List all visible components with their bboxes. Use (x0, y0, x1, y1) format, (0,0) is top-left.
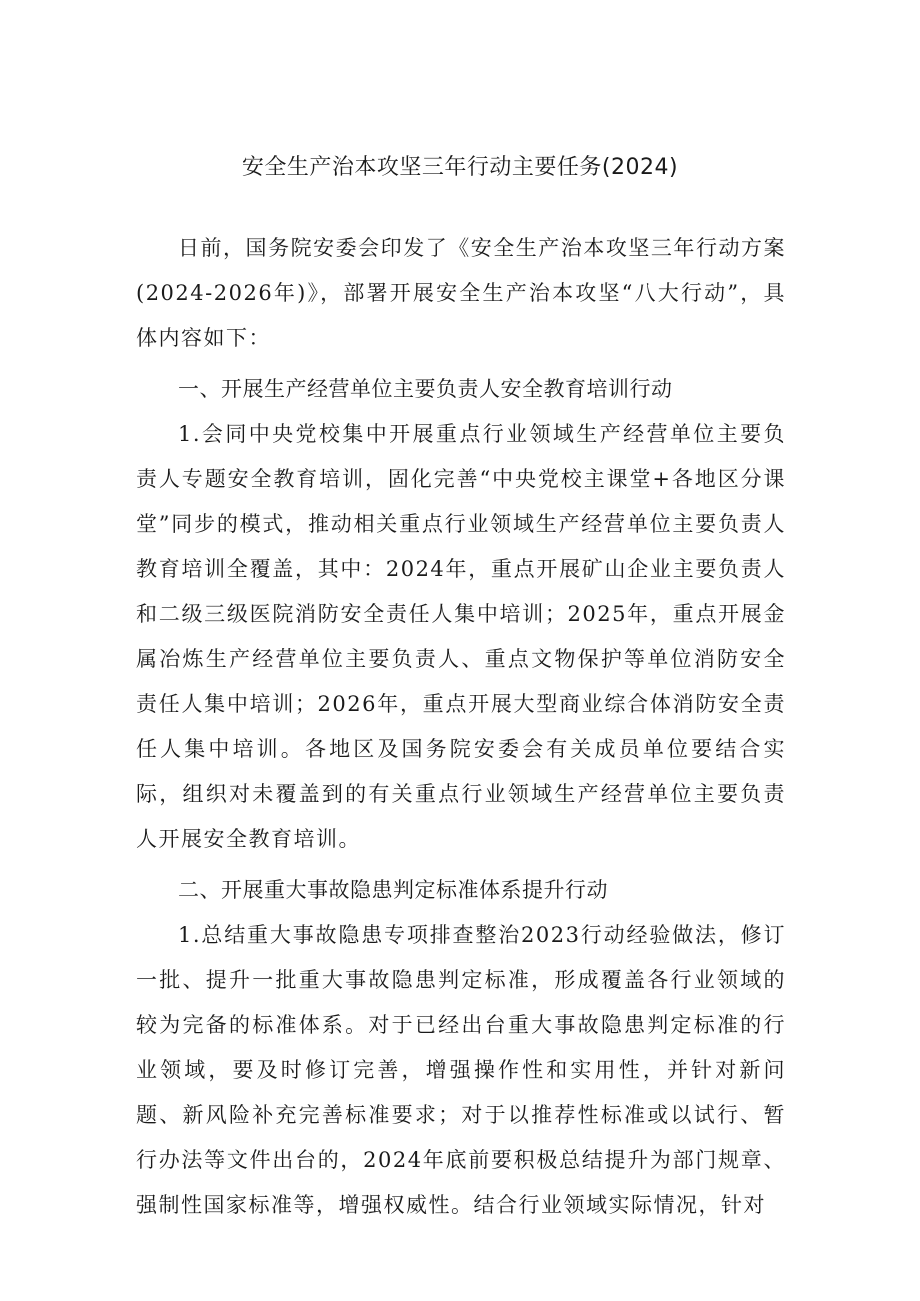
document-body (136, 226, 786, 1228)
section-2-paragraph-1: 1.总结重大事故隐患专项排查整治2023行动经验做法，修订一批、提升一批重大事故隐患判定标准，形成覆盖各行业领域的较为完备的标准体系。对于已经出台重大事故隐患判定标准的行业领域，要及时修订完善，增强操作性和实用性，并针对新问题、新风险补充完善标准要求；对于以推荐性标准或以试行、暂行办法等文件出台的，2024年底前要积极总结提升为部门规章、强制性国家标准等，增强权威性。结合行业领域实际情况，针对 (136, 923, 786, 1217)
section-1-paragraph-1: 1.会同中央党校集中开展重点行业领域生产经营单位主要负责人专题安全教育培训，固化完善“中央党校主课堂+各地区分课堂”同步的模式，推动相关重点行业领域生产经营单位主要负责人教育培训全覆盖，其中：2024年，重点开展矿山企业主要负责人和二级三级医院消防安全责任人集中培训；2025年，重点开展金属冶炼生产经营单位主要负责人、重点文物保护等单位消防安全责任人集中培训；2026年，重点开展大型商业综合体消防安全责任人集中培训。各地区及国务院安委会有关成员单位要结合实际，组织对未覆盖到的有关重点行业领域生产经营单位主要负责人开展安全教育培训。 (136, 422, 786, 851)
section-heading-1: 一、开展生产经营单位主要负责人安全教育培训行动 (178, 377, 673, 401)
section-heading-2: 二、开展重大事故隐患判定标准体系提升行动 (178, 878, 608, 902)
document-title: 安全生产治本攻坚三年行动主要任务(2024) (241, 155, 679, 180)
intro-paragraph: 日前，国务院安委会印发了《安全生产治本攻坚三年行动方案(2024-2026年)》，部署开展安全生产治本攻坚“八大行动”，具体内容如下： (136, 236, 786, 350)
